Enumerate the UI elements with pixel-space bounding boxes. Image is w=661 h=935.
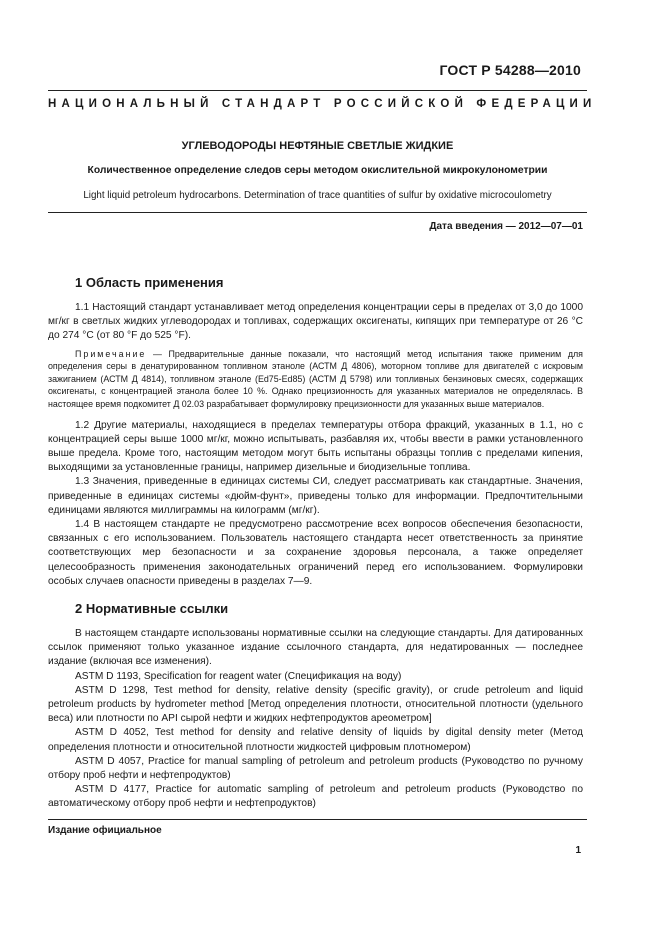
footer-divider bbox=[48, 819, 587, 820]
reference-item: ASTM D 4177, Practice for automatic sampling of petroleum and petroleum products (Руководство по автоматическому отбору проб нефти и нефтепродуктов) bbox=[48, 784, 583, 810]
reference-item: ASTM D 1193, Specification for reagent water (Спецификация на воду) bbox=[75, 670, 402, 682]
note-label: Примечание bbox=[75, 348, 147, 359]
paragraph-1-2: 1.2 Другие материалы, находящиеся в пределах температуры отбора фракций, указанных в 1.1, но с концентрацией серы выше 1000 мг/кг, можно испытывать, разбавляя их, чтобы ввести в рамки установленного выше предела. Кроме того, настоящим методом могут быть испытаны образцы топлив с пределами кипения, выходящими за установленные границы, например дизельные и биодизельные топлива. bbox=[48, 419, 583, 474]
title-divider bbox=[48, 212, 587, 213]
document-body bbox=[48, 275, 583, 812]
paragraph-1-1: 1.1 Настоящий стандарт устанавливает метод определения концентрации серы в пределах от 3,0 до 1000 мг/кг в светлых жидких углеводородах и топливах, содержащих оксигенаты, кипящих при температуре от 26 °С до 274 °С (от 80 °F до 525 °F). bbox=[48, 302, 583, 342]
page-number: 1 bbox=[575, 845, 581, 856]
national-standard-banner: НАЦИОНАЛЬНЫЙ СТАНДАРТ РОССИЙСКОЙ ФЕДЕРАЦИИ bbox=[48, 98, 597, 110]
reference-item: ASTM D 4052, Test method for density and relative density of liquids by digital density meter (Метод определения плотности и относительной плотности жидкостей цифровым плотномером) bbox=[48, 727, 583, 753]
reference-item: ASTM D 4057, Practice for manual sampling of petroleum and petroleum products (Руководство по ручному отбору проб нефти и нефтепродуктов) bbox=[48, 755, 583, 782]
paragraph-1-4: 1.4 В настоящем стандарте не предусмотрено рассмотрение всех вопросов обеспечения безопасности, связанных с его использованием. Пользователь настоящего стандарта несет ответственность за принятие соответствующих мер безопасности и за сохранение здоровья персонала, а также определяет целесообразность применения законодательных ограничений перед его использованием. Формулировки особых случаев опасности приведены в разделах 7—9. bbox=[48, 519, 583, 587]
header-divider bbox=[48, 90, 587, 91]
document-subtitle: Количественное определение следов серы методом окислительной микрокулонометрии bbox=[87, 165, 548, 176]
paragraph-1-3: 1.3 Значения, приведенные в единицах системы СИ, следует рассматривать как стандартные. Значения, приведенные в единицах системы «дюйм-фунт», приведены только для информации. Предпочтительными единицами являются миллиграммы на килограмм (мг/кг). bbox=[48, 476, 583, 516]
section-2-heading: 2 Нормативные ссылки bbox=[75, 601, 229, 617]
standard-code: ГОСТ Р 54288—2010 bbox=[439, 62, 581, 78]
note-text: — Предварительные данные показали, что настоящий метод испытания также применим для определения серы в денатурированном топливном этаноле (АСТМ Д 4806), моторном топливе для двигателей с искровым зажиганием (АСТМ Д 4814), топливном этаноле (Ed75-Ed85) (АСТМ Д 5798) или топливных бензиновых смесях, содержащих оксигенаты, с концентрацией этанола более 10 %. Однако прецизионность для указанных материалов не определялась. В настоящее время подкомитет Д 02.03 разрабатывает формулировку прецизионности для указанных выше материалов. bbox=[48, 348, 583, 409]
section-1-heading: 1 Область применения bbox=[75, 275, 224, 290]
note-paragraph bbox=[48, 348, 583, 411]
paragraph-2-intro: В настоящем стандарте использованы нормативные ссылки на следующие стандарты. Для датированных ссылок применяют только указанное издание ссылочного стандарта, для недатированных — последнее издание (включая все изменения). bbox=[48, 628, 583, 668]
reference-item: ASTM D 1298, Test method for density, relative density (specific gravity), or crude petroleum and liquid petroleum products by hydrometer method [Метод определения плотности, относительной плотности (удельного веса) или плотности по API сырой нефти и жидких нефтепродуктов ареометром] bbox=[48, 684, 583, 725]
document-title: УГЛЕВОДОРОДЫ НЕФТЯНЫЕ СВЕТЛЫЕ ЖИДКИЕ bbox=[181, 140, 454, 152]
document-title-english: Light liquid petroleum hydrocarbons. Determination of trace quantities of sulfur by oxidative microcoulometry bbox=[83, 190, 552, 201]
introduction-date: Дата введения — 2012—07—01 bbox=[429, 221, 583, 232]
edition-label: Издание официальное bbox=[48, 825, 162, 836]
